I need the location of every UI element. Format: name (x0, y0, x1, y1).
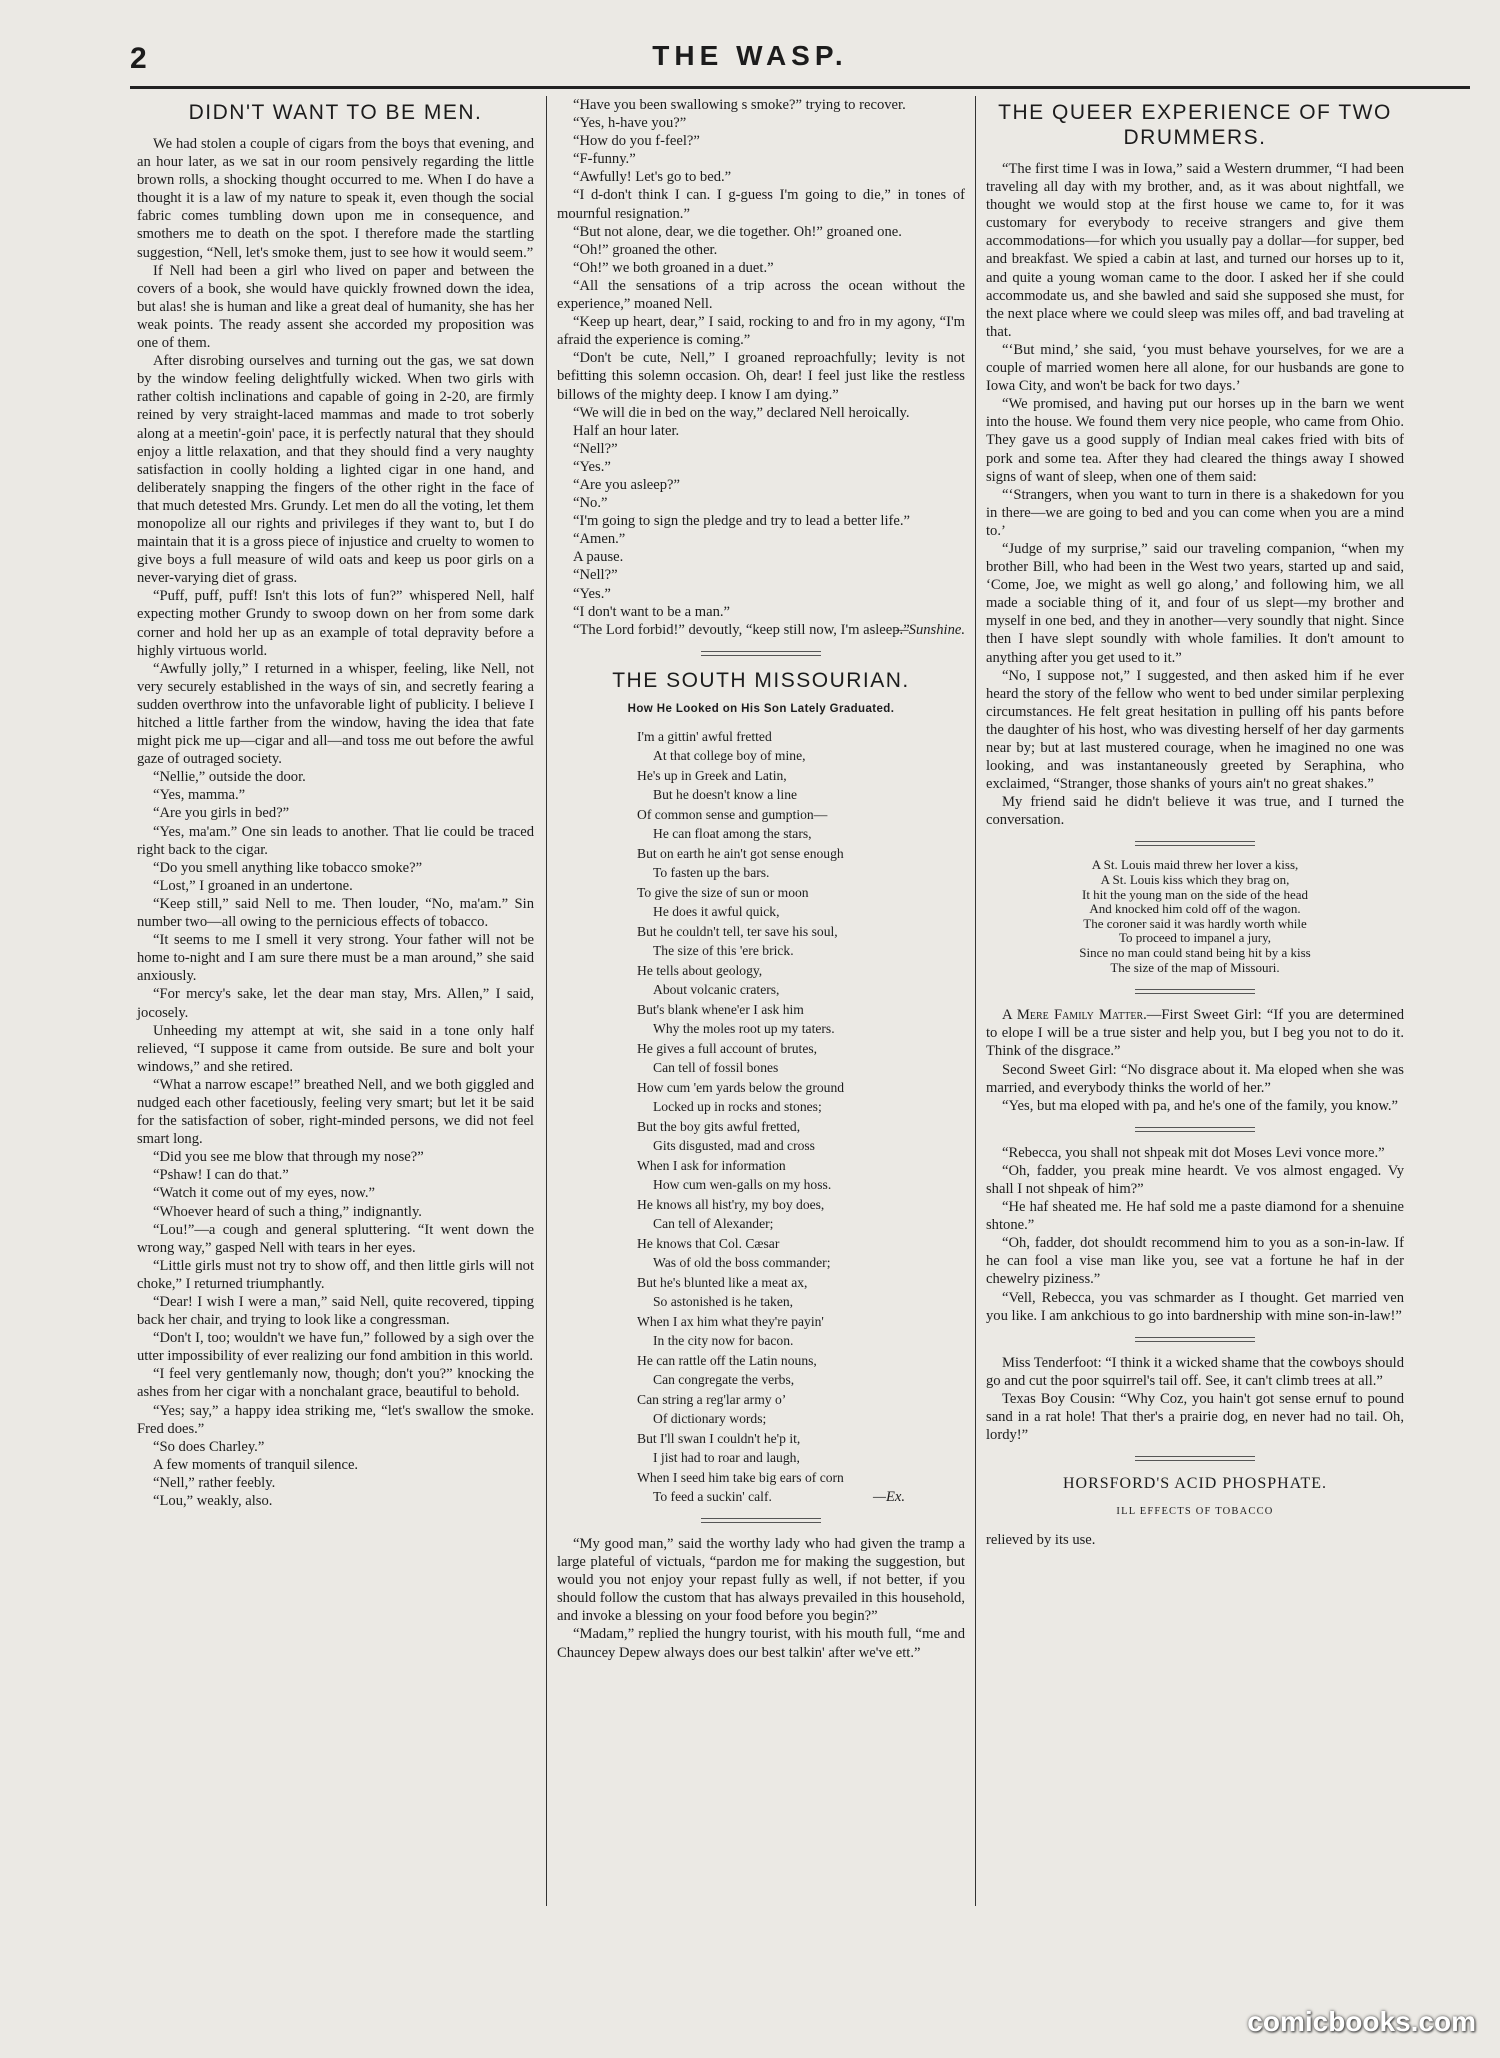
poem (637, 727, 965, 1507)
paragraph: “My good man,” said the worthy lady who had given the tramp a large plateful of victuals, “pardon me for making the suggestion, but would you not enjoy your repast fully as well, if not better, if you should follow the custom that has always prevailed in this household, and invoke a blessing on your food before you begin?” (557, 1536, 965, 1625)
masthead: THE WASP. (652, 40, 848, 71)
anecdote (557, 1535, 965, 1662)
poem-line: Gits disgusted, mad and cross (653, 1138, 815, 1154)
signature: —Sunshine. (895, 621, 965, 638)
paragraph: Half an hour later. (573, 422, 680, 439)
paragraph: “Yes, mamma.” (153, 787, 246, 804)
advert-title: HORSFORD'S ACID PHOSPHATE. (1062, 1475, 1328, 1493)
page-number: 2 (130, 42, 147, 75)
poem-line: I jist had to roar and laugh, (653, 1450, 800, 1466)
poem-line: He knows all hist'ry, my boy does, (637, 1196, 825, 1212)
poem-line: The coroner said it was hardly worth while (1083, 915, 1307, 931)
paragraph: “All the sensations of a trip across the ocean without the experience,” moaned Nell. (557, 277, 965, 313)
divider (1135, 1456, 1255, 1461)
paragraph: A pause. (573, 549, 624, 566)
poem-line: He does it awful quick, (653, 904, 780, 920)
poem-line: Can congregate the verbs, (653, 1372, 795, 1388)
poem-line: Since no man could stand being hit by a kiss (1079, 945, 1311, 961)
poem-line: Why the moles root up my taters. (653, 1021, 835, 1037)
paragraph: “Nell?” (573, 440, 618, 457)
paragraph: Texas Boy Cousin: “Why Coz, you hain't got sense ernuf to pound sand in a rat hole! That ther's a prairie dog, en never had no tail. Oh, lordy!” (986, 1390, 1404, 1444)
paragraph: “‘But mind,’ she said, ‘you must behave yourselves, for we are a couple of married women here all alone, for our husbands are gone to Iowa City, and won't be back for two days.’ (986, 341, 1404, 395)
article-body (137, 135, 534, 1510)
poem-line: But he couldn't tell, ter save his soul, (637, 923, 838, 939)
paragraph: “He haf sheated me. He haf sold me a paste diamond for a shenuine shtone.” (986, 1199, 1404, 1234)
paragraph: “No.” (573, 495, 608, 512)
poem-line: Locked up in rocks and stones; (653, 1099, 822, 1115)
paragraph: “Are you asleep?” (573, 476, 680, 493)
divider (701, 1518, 821, 1523)
poem-line: So astonished is he taken, (653, 1294, 794, 1310)
paragraph: “Have you been swallowing s smoke?” trying to recover. (573, 97, 906, 113)
paragraph: “Yes.” (573, 458, 611, 475)
paragraph: “Nell?” (573, 567, 618, 584)
paragraph: “I feel very gentlemanly now, though; don't you?” knocking the ashes from her cigar with a nonchalant grace, beautiful to behold. (137, 1366, 534, 1401)
article-body-continued (557, 96, 965, 639)
poem-line: He's up in Greek and Latin, (637, 767, 787, 783)
paragraph: “Nellie,” outside the door. (153, 769, 306, 786)
small-poem (986, 858, 1404, 975)
article-heading: DIDN'T WANT TO BE MEN. (188, 101, 483, 124)
paragraph: “Whoever heard of such a thing,” indignantly. (153, 1203, 422, 1220)
poem-line: To feed a suckin' calf. (653, 1489, 772, 1505)
paragraph: “Oh, fadder, you preak mine heardt. Ve vos almost engaged. Vy shall I not shpeak of him?” (986, 1162, 1404, 1197)
poem-line: The size of the map of Missouri. (1110, 959, 1280, 975)
paragraph: “I d-don't think I can. I g-guess I'm going to die,” in tones of mournful resignation.” (557, 187, 965, 222)
poem-line: But he doesn't know a line (653, 787, 798, 803)
poem-line: To proceed to impanel a jury, (1118, 930, 1272, 946)
paragraph: “Little girls must not try to show off, and then little girls will not choke,” I returned triumphantly. (137, 1257, 534, 1292)
poem-line: He can float among the stars, (653, 826, 812, 842)
divider (701, 651, 821, 656)
paragraph: “We promised, and having put our horses up in the barn we went into the house. We found them very nice people, who came from Ohio. They gave us a good supply of Indian meal cakes fried with bits of pork and some tea. After they had cleared the things away I showed signs of want of sleep, when one of them said: (986, 396, 1404, 485)
article-body (986, 160, 1404, 829)
paragraph: “Yes, ma'am.” One sin leads to another. That lie could be traced right back to the cigar. (137, 823, 534, 858)
paragraph: “Judge of my surprise,” said our traveling companion, “when my brother Bill, who had been in the West two years, started up and said, ‘Come, Joe, we might as well go along,’ and following him, we all made a sociable thing of it, and four of us slept—my brother and myself in one bed, and they in another—very soundly that night. Since then I have slept soundly with whole families. It don't amount to anything after you get used to it.” (986, 540, 1404, 666)
paragraph: If Nell had been a girl who lived on paper and between the covers of a book, she would have quickly frowned down the idea, but alas! she is human and like a great deal of humanity, she has her weak points. The ready assent she accorded my proposition was one of them. (137, 262, 534, 352)
column-separator (975, 96, 976, 1906)
advert-text: relieved by its use. (986, 1532, 1096, 1549)
paragraph: Unheeding my attempt at wit, she said in a tone only half relieved, “I suppose it came from outside. Be sure and bolt your windows,” and she retired. (137, 1022, 534, 1075)
paragraph: “Dear! I wish I were a man,” said Nell, quite recovered, tipping back her chair, and trying to look like a congressman. (137, 1294, 534, 1329)
paragraph: “Amen.” (573, 531, 626, 548)
poem-credit: —Ex. (872, 1488, 905, 1505)
column-separator (546, 96, 547, 1906)
article-heading: THE QUEER EXPERIENCE OF TWO DRUMMERS. (998, 101, 1392, 149)
poem-line: A St. Louis maid threw her lover a kiss, (1091, 857, 1299, 873)
poem-line: But on earth he ain't got sense enough (637, 845, 844, 861)
masthead-rule (130, 86, 1470, 89)
paragraph: “Rebecca, you shall not shpeak mit dot Moses Levi vonce more.” (1002, 1144, 1385, 1161)
divider (1135, 1127, 1255, 1132)
family-line-1: —First Sweet Girl: “If you are determined to elope I will be a true sister and help you, but I beg you not to do it. Think of the disgrace.” (986, 1007, 1404, 1060)
paragraph: “Oh, fadder, dot shouldt recommend him to you as a son-in-law. If he can fool a vise man like you, see vat a fortune he haf in der chewelry piziness.” (986, 1235, 1404, 1288)
paragraph: After disrobing ourselves and turning out the gas, we sat down by the window feeling delightfully wicked. When two girls with rather coltish inclinations and capable of going in 2-20, are firmly reined by very straight-laced mammas and made to trot soberly along at a meetin'-goin' pace, it is perfectly natural that they should enjoy a little relaxation, and that they should find a very naughty satisfaction in coolly holding a lighted cigar in one hand, and deliberately snapping the fingers of the other right in the face of that much detested Mrs. Grundy. Let men do all the voting, let them monopolize all our rights and privileges if they want to, but I do maintain that it is a gross piece of injustice and cruelty to women to give boys a full measure of wild oats and keep us poor girls on a never-varying diet of grass. (137, 353, 534, 587)
paragraph: “For mercy's sake, let the dear man stay, Mrs. Allen,” I said, jocosely. (137, 986, 534, 1021)
poem-line: He gives a full account of brutes, (637, 1040, 818, 1056)
divider (1135, 841, 1255, 846)
paragraph: “Don't I, too; wouldn't we have fun,” followed by a sigh over the utter impossibility of ever realizing our fond ambition in this world. (137, 1330, 534, 1365)
family-line-2: Second Sweet Girl: “No disgrace about it. Ma eloped when she was married, and everybody thinks the world of her.” (986, 1061, 1404, 1096)
paragraph: “Pshaw! I can do that.” (153, 1167, 289, 1184)
paragraph: “Yes; say,” a happy idea striking me, “let's swallow the smoke. Fred does.” (137, 1402, 534, 1437)
tenderfoot-dialogue (986, 1354, 1404, 1444)
family-matter (986, 1006, 1404, 1060)
family-title: A Mere Family Matter. (1002, 1007, 1147, 1024)
poem-line: He knows that Col. Cæsar (637, 1235, 780, 1251)
poem-line: To fasten up the bars. (653, 865, 770, 881)
column-2 (557, 96, 965, 1662)
poem-line: Was of old the boss commander; (653, 1255, 831, 1271)
poem-line: About volcanic craters, (653, 982, 780, 998)
paragraph: “How do you f-feel?” (573, 133, 700, 150)
paragraph: A few moments of tranquil silence. (153, 1456, 359, 1473)
paragraph: “The Lord forbid!” devoutly, “keep still now, I'm asleep.” (573, 621, 910, 638)
paragraph: “What a narrow escape!” breathed Nell, and we both giggled and nudged each other facetiously, feeling very smart; but let it be said for the satisfaction of sober, right-minded persons, we did not feel smart long. (137, 1076, 534, 1148)
paragraph: “So does Charley.” (153, 1438, 265, 1455)
paragraph: “Madam,” replied the hungry tourist, with his mouth full, “me and Chauncey Depew always does our best talkin' after we've ett.” (557, 1626, 965, 1661)
paragraph: “F-funny.” (573, 151, 636, 168)
paragraph: “Lost,” I groaned in an undertone. (153, 877, 353, 894)
paragraph: “Awfully! Let's go to bed.” (573, 169, 732, 186)
paragraph: “No, I suppose not,” I suggested, and then asked him if he ever heard the story of the fellow who went to bed under similar perplexing circumstances. He felt great hesitation in pulling off his pants before the daughter of his host, who was divesting herself of her day garments near by; but at last mustered courage, when he imagined no one was looking, and was instantaneously greeted by Seraphina, who exclaimed, “Stranger, those shanks of yours ain't no great shakes.” (986, 667, 1404, 793)
paragraph: “‘Strangers, when you want to turn in there is a shakedown for you in there—we are going to bed and you can come when you are a mind to.’ (986, 486, 1404, 539)
paragraph: We had stolen a couple of cigars from the boys that evening, and an hour later, as we sat in our room pensively regarding the little brown rolls, a shocking thought occurred to me. When I do have a thought it is a law of my nature to speak it, even though the social fabric comes tumbling down upon me in consequence, and smothers me to death on the spot. I therefore made the startling suggestion, “Nell, let's smoke them, just to see how it would seem.” (137, 136, 534, 261)
paragraph: “Keep up heart, dear,” I said, rocking to and fro in my agony, “I'm afraid the experience is coming.” (557, 314, 965, 349)
poem-line: He tells about geology, (637, 962, 763, 978)
poem-line: How cum 'em yards below the ground (637, 1079, 845, 1095)
paragraph: “Don't be cute, Nell,” I groaned reproachfully; levity is not befitting this solemn occasion. Oh, dear! I feel just like the restless billows of the mighty deep. I know I am dying.” (557, 350, 965, 403)
poem-line: Can tell of fossil bones (653, 1060, 779, 1076)
poem-line: When I seed him take big ears of corn (637, 1469, 844, 1485)
poem-subheading: How He Looked on His Son Lately Graduated. (627, 702, 895, 715)
paragraph: “Oh!” we both groaned in a duet.” (573, 259, 774, 276)
paragraph: My friend said he didn't believe it was true, and I turned the conversation. (986, 794, 1404, 829)
poem-line: But he's blunted like a meat ax, (637, 1274, 808, 1290)
poem-line: But the boy gits awful fretted, (637, 1118, 801, 1134)
poem-line: But's blank whene'er I ask him (637, 1001, 804, 1017)
poem-line: When I ask for information (637, 1157, 786, 1173)
family-line-3: “Yes, but ma eloped with pa, and he's one of the family, you know.” (1002, 1097, 1399, 1114)
poem-line: He can rattle off the Latin nouns, (637, 1352, 817, 1368)
poem-line: I'm a gittin' awful fretted (637, 728, 772, 744)
poem-line: The size of this 'ere brick. (653, 943, 794, 959)
paragraph: “Yes, h-have you?” (573, 115, 687, 132)
paragraph: “Lou,” weakly, also. (153, 1493, 273, 1510)
poem-line: Can tell of Alexander; (653, 1216, 774, 1232)
divider (1135, 1337, 1255, 1342)
poem-line: But I'll swan I couldn't he'p it, (637, 1430, 801, 1446)
paragraph: “I don't want to be a man.” (573, 603, 731, 620)
poem-line: And knocked him cold off of the wagon. (1089, 901, 1301, 917)
poem-heading: THE SOUTH MISSOURIAN. (612, 668, 910, 692)
poem-line: A St. Louis kiss which they brag on, (1100, 872, 1290, 888)
poem-line: Of dictionary words; (653, 1411, 767, 1427)
paragraph: “I'm going to sign the pledge and try to lead a better life.” (573, 513, 910, 530)
advert-subtitle: ILL EFFECTS OF TOBACCO (1116, 1506, 1274, 1518)
paragraph: “Yes.” (573, 585, 611, 602)
poem-line: To give the size of sun or moon (637, 884, 809, 900)
rebecca-dialogue (986, 1144, 1404, 1325)
poem-line: Of common sense and gumption— (637, 806, 828, 822)
paragraph: “We will die in bed on the way,” declared Nell heroically. (573, 404, 910, 421)
paragraph: “The first time I was in Iowa,” said a Western drummer, “I had been traveling all day with my brother, and, as it was about nightfall, we thought we would stop at the first house we came to, for it was customary for everybody to receive strangers and give them accommodations—for which you usually pay a dollar—for supper, bed and breakfast. We spied a cabin at last, and turned our horses up to it, and quite a young woman came to the door. I asked her if she could accommodate us, and she bawled and said she supposed she must, for the next place where we could sleep was miles off, and bad traveling at that. (986, 161, 1404, 340)
poem-line: How cum wen-galls on my hoss. (653, 1177, 832, 1193)
paragraph: “Keep still,” said Nell to me. Then louder, “No, ma'am.” Sin number two—all owing to the pernicious effects of tobacco. (137, 895, 534, 931)
paragraph: “Awfully jolly,” I returned in a whisper, feeling, like Nell, not very securely established in the ways of sin, and secretly fearing a sudden overthrow into the unfavorable light of publicity. I believe I hitched a little farther from the window, having the idea that fate might pick me up—cigar and all—and toss me out before the awful gaze of outraged society. (137, 660, 534, 768)
column-1 (137, 96, 534, 1510)
paragraph: “Vell, Rebecca, you vas schmarder as I thought. Get married ven you like. I am ankchious to go into bardnership with mine son-in-law!” (986, 1289, 1404, 1324)
poem-line: Can string a reg'lar army o’ (637, 1391, 787, 1407)
column-3 (986, 96, 1404, 1549)
paragraph: “But not alone, dear, we die together. Oh!” groaned one. (573, 223, 902, 240)
poem-line: When I ax him what they're payin' (637, 1313, 824, 1329)
divider (1135, 989, 1255, 994)
poem-line: In the city now for bacon. (653, 1333, 794, 1349)
paragraph: “Watch it come out of my eyes, now.” (153, 1185, 375, 1202)
paragraph: “Do you smell anything like tobacco smoke?” (153, 859, 423, 876)
paragraph: “Lou!”—a cough and general spluttering. “It went down the wrong way,” gasped Nell with tears in her eyes. (137, 1221, 534, 1256)
paragraph: “Did you see me blow that through my nose?” (153, 1149, 424, 1166)
paragraph: “It seems to me I smell it very strong. Your father will not be home to-night and I am sure there must be a man around,” she said anxiously. (137, 932, 534, 985)
paragraph: Miss Tenderfoot: “I think it a wicked shame that the cowboys should go and cut the poor squirrel's tail off. See, it can't climb trees at all.” (986, 1354, 1404, 1389)
paragraph: “Nell,” rather feebly. (153, 1474, 276, 1491)
paragraph: “Puff, puff, puff! Isn't this lots of fun?” whispered Nell, half expecting mother Grundy to swoop down on her from some dark corner and hold her up as an example of total depravity before a highly virtuous world. (137, 588, 534, 659)
poem-line: At that college boy of mine, (653, 748, 806, 764)
paragraph: “Oh!” groaned the other. (573, 241, 718, 258)
watermark: comicbooks.com (1247, 2006, 1476, 2037)
poem-line: It hit the young man on the side of the head (1081, 886, 1308, 902)
paragraph: “Are you girls in bed?” (153, 805, 290, 822)
